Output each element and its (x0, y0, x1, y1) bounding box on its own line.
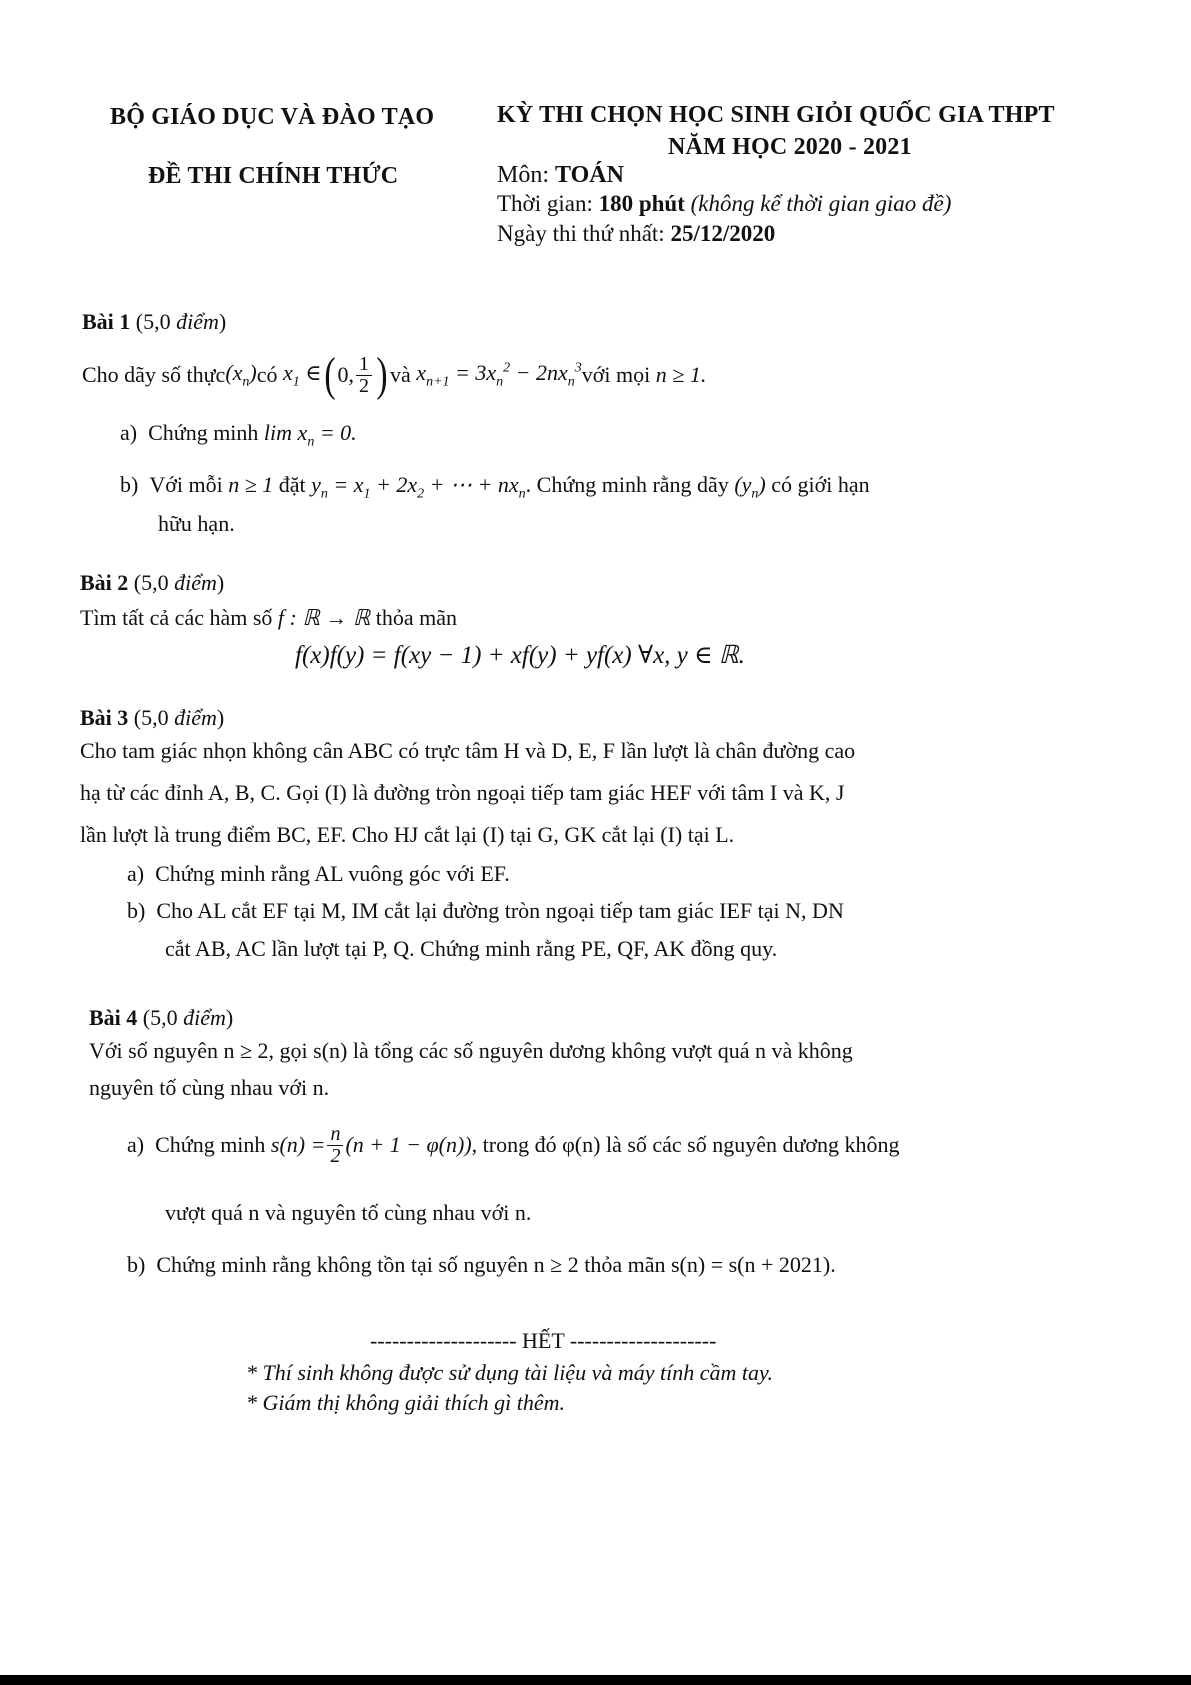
day-label: Ngày thi thứ nhất: (497, 221, 671, 246)
problem-3-points-word: điểm (174, 705, 217, 730)
part-b-text-d: có giới hạn (765, 472, 870, 497)
problem-3-line-3: lần lượt là trung điểm BC, EF. Cho HJ cắt lại (I) tại G, GK cắt lại (I) tại L. (80, 822, 735, 847)
official-label: ĐỀ THI CHÍNH THỨC (148, 163, 399, 189)
s-n-equals: s(n) = (265, 1132, 326, 1157)
problem-1-text-c: và (390, 362, 411, 387)
n-over-2-fraction: $\frac{n}{2}$ (327, 1124, 343, 1167)
part-a-text-a: Chứng minh (155, 1132, 266, 1157)
problem-1-seq-x: $(x_n)$ (225, 359, 257, 390)
part-a-text: Chứng minh rằng AL vuông góc với EF. (155, 861, 510, 886)
close-paren-icon: ) (376, 348, 388, 401)
function-signature: f : ℝ → ℝ (277, 605, 371, 630)
part-a-label: a) (127, 1132, 145, 1157)
day-line (497, 221, 775, 247)
problem-1-part-a (120, 420, 357, 450)
problem-2-points-close: ) (216, 570, 225, 595)
problem-1-title: Bài 1 (82, 309, 131, 334)
part-b-text-1: Cho AL cắt EF tại M, IM cắt lại đường tròn ngoại tiếp tam giác IEF tại N, DN (156, 898, 844, 923)
problem-4-points-open: (5,0 (142, 1005, 184, 1030)
problem-4-title: Bài 4 (89, 1005, 138, 1030)
problem-3-heading (80, 705, 224, 731)
problem-1-text-d: với mọi (581, 362, 651, 387)
problem-1-part-b (120, 472, 1070, 502)
problem-2-points-open: (5,0 (133, 570, 175, 595)
problem-1-text-b: có (256, 362, 278, 387)
problem-4-part-b (127, 1252, 836, 1278)
problem-1-statement (82, 340, 706, 410)
part-b-label: b) (127, 1252, 146, 1277)
seq-y: $(y_n)$ (734, 472, 766, 502)
problem-4-line-1: Với số nguyên n ≥ 2, gọi s(n) là tổng các số nguyên dương không vượt quá n và không (89, 1038, 853, 1063)
problem-2-text-b: thỏa mãn (370, 605, 457, 630)
part-a-text: Chứng minh (148, 420, 264, 445)
part-b-text-b: đặt (273, 472, 312, 497)
subject-label: Môn: (497, 162, 556, 188)
problem-4-points-close: ) (225, 1005, 234, 1030)
problem-1-text-a: Cho dãy số thực (82, 362, 226, 387)
problem-3-title: Bài 3 (80, 705, 129, 730)
end-marker: -------------------- HẾT -------------------- (370, 1328, 717, 1353)
supervisor-note: * Giám thị không giải thích gì thêm. (246, 1390, 565, 1415)
problem-4-part-a (127, 1115, 900, 1175)
problem-1-points-close: ) (218, 309, 227, 334)
time-note: (không kể thời gian giao đề) (690, 191, 952, 216)
yn-definition: $y_n = x_1 + 2x_2$ + ⋯ + $nx_n$ (311, 472, 526, 502)
problem-1-x1-in: $x_1$ ∈ (277, 359, 322, 390)
problem-2-statement (80, 605, 457, 631)
functional-equation: f(x)f(y) = f(xy − 1) + xf(y) + yf(x) ∀x, y ∈ ℝ. (295, 642, 745, 669)
part-a-text-b: , trong đó φ(n) là số các số nguyên dương không (471, 1132, 900, 1157)
problem-4-part-a-cont: vượt quá n và nguyên tố cùng nhau với n. (165, 1200, 532, 1225)
problem-3-line-2: hạ từ các đỉnh A, B, C. Gọi (I) là đường tròn ngoại tiếp tam giác HEF với tâm I và K, J (80, 780, 845, 805)
problem-1-heading (82, 309, 226, 335)
problem-1-points-open: (5,0 (135, 309, 177, 334)
problem-3-points-open: (5,0 (133, 705, 175, 730)
problem-3-part-b (127, 898, 844, 924)
part-b-text: Chứng minh rằng không tồn tại số nguyên n ≥ 2 thỏa mãn s(n) = s(n + 2021). (156, 1252, 836, 1277)
problem-4-points-word: điểm (183, 1005, 226, 1030)
problem-2-heading (80, 570, 224, 596)
part-b-text-a: Với mỗi (149, 472, 229, 497)
part-b-label: b) (120, 472, 139, 497)
problem-2-text-a: Tìm tất cả các hàm số (80, 605, 278, 630)
one-half-fraction: $\frac{1}{2}$ (356, 354, 372, 397)
problem-3-points-close: ) (216, 705, 225, 730)
problem-3-line-1: Cho tam giác nhọn không cân ABC có trực tâm H và D, E, F lần lượt là chân đường cao (80, 738, 856, 763)
time-label: Thời gian: (497, 191, 599, 216)
candidate-note: * Thí sinh không được sử dụng tài liệu và máy tính cầm tay. (246, 1360, 774, 1385)
problem-1-points-word: điểm (176, 309, 219, 334)
problem-1-part-b-cont: hữu hạn. (158, 511, 235, 536)
school-year: NĂM HỌC 2020 - 2021 (668, 134, 912, 160)
part-a-label: a) (127, 861, 145, 886)
problem-4-heading (89, 1005, 233, 1031)
day-value: 25/12/2020 (670, 221, 776, 246)
s-n-formula-tail: (n + 1 − φ(n)) (345, 1132, 472, 1157)
problem-1-n-ge-1: n ≥ 1. (650, 362, 707, 387)
scan-border (0, 1675, 1191, 1685)
problem-2-points-word: điểm (174, 570, 217, 595)
part-b-label: b) (127, 898, 146, 923)
problem-4-line-2: nguyên tố cùng nhau với n. (89, 1075, 330, 1100)
problem-1-recurrence: $x_{n+1} = 3x_n^2 - 2nx_n^3$ (410, 359, 582, 390)
problem-3-part-a (127, 861, 510, 887)
time-line (497, 191, 951, 217)
time-value: 180 phút (598, 191, 685, 216)
zero-value: 0, (337, 362, 355, 387)
open-paren-icon: ( (323, 348, 336, 401)
subject-line (497, 162, 624, 189)
problem-3-part-b-cont: cắt AB, AC lần lượt tại P, Q. Chứng minh rằng PE, QF, AK đồng quy. (165, 936, 778, 961)
problem-2-title: Bài 2 (80, 570, 129, 595)
exam-title: KỲ THI CHỌN HỌC SINH GIỎI QUỐC GIA THPT (497, 102, 1055, 128)
ministry-name: BỘ GIÁO DỤC VÀ ĐÀO TẠO (110, 104, 435, 130)
subject-value: TOÁN (555, 162, 624, 188)
part-b-text-c: . Chứng minh rằng dãy (525, 472, 735, 497)
n-ge-1: n ≥ 1 (228, 472, 274, 497)
limit-expression: $\lim x_n = 0$. (263, 420, 357, 450)
part-a-label: a) (120, 420, 138, 445)
